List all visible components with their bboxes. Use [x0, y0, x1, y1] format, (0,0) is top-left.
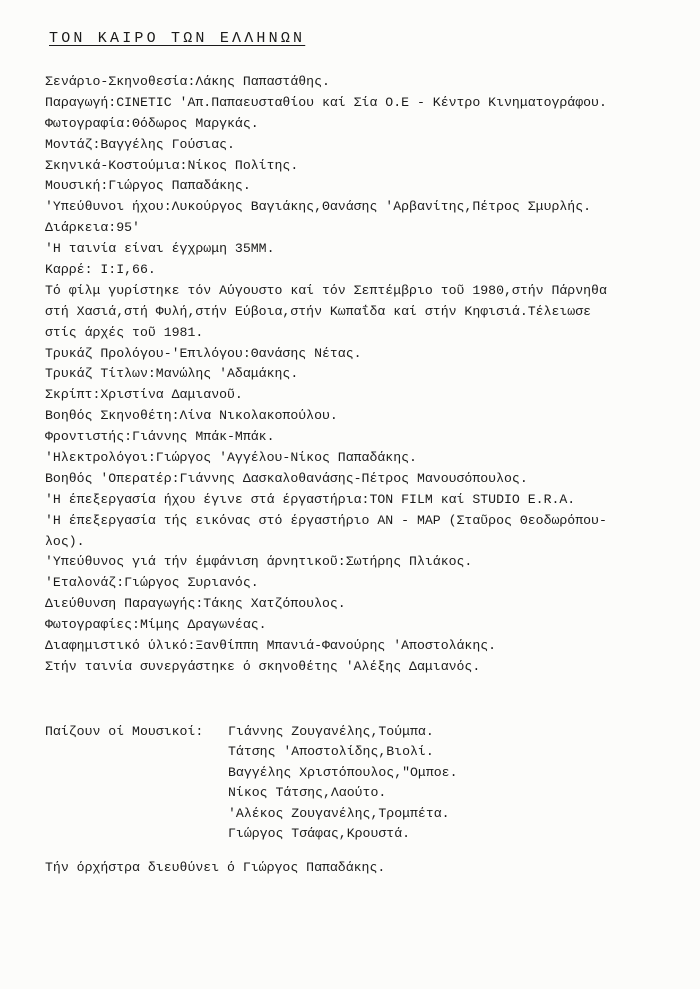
musician-row [45, 783, 685, 803]
credit-line: Σενάριο-Σκηνοθεσία:Λάκης Παπαστάθης. [45, 74, 330, 89]
musician-row [45, 763, 685, 783]
credit-line: Μοντάζ:Βαγγέλης Γούσιας. [45, 136, 235, 152]
credit-line: Τρυκάζ Τίτλων:Μανώλης 'Αδαμάκης. [45, 366, 299, 382]
musician-entry: Τάτσης 'Αποστολίδης,Βιολί. [228, 744, 434, 760]
credit-line: 'Εταλονάζ:Γιώργος Συριανός. [45, 575, 259, 591]
credit-line: 'Η ταινία είναι έγχρωμη 35ΜΜ. [45, 241, 275, 257]
closing-line: Τήν όρχήστρα διευθύνει ό Γιώργος Παπαδάκης. [45, 860, 386, 875]
credits-list [45, 72, 685, 678]
credit-line: Διαφημιστικό ύλικό:Ξανθίππη Μπανιά-Φανούρης 'Αποστολάκης. [45, 638, 497, 654]
credit-line: Σκρίπτ:Χριστίνα Δαμιανοῦ. [45, 387, 243, 403]
musician-entry: Γιώργος Τσάφας,Κρουστά. [228, 825, 411, 841]
musician-entry: 'Αλέκος Ζουγανέλης,Τρομπέτα. [228, 805, 450, 821]
credit-line: 'Υπεύθυνοι ήχου:Λυκούργος Βαγιάκης,Θανάσης 'Αρβανίτης,Πέτρος Σμυρλής. [45, 199, 592, 215]
credit-line: Βοηθός 'Οπερατέρ:Γιάννης Δασκαλοθανάσης-Πέτρος Μανουσόπουλος. [45, 470, 528, 486]
musician-row [45, 804, 685, 824]
credit-line: 'Η έπεξεργασία ήχου έγινε στά έργαστήρια:ΤΟΝ FILM καί STUDIO E.R.A. [45, 491, 576, 507]
credit-line: Φωτογραφίες:Μίμης Δραγωνέας. [45, 617, 267, 633]
credit-line: Διεύθυνση Παραγωγής:Τάκης Χατζόπουλος. [45, 596, 346, 612]
musician-row [45, 722, 685, 742]
musicians-section [45, 722, 685, 844]
musician-entry: Νίκος Τάτσης,Λαούτο. [228, 785, 387, 801]
credit-line: Φροντιστής:Γιάννης Μπάκ-Μπάκ. [45, 429, 275, 445]
credit-line: Διάρκεια:95' [45, 220, 140, 236]
credit-line: Τό φίλμ γυρίστηκε τόν Αύγουστο καί τόν Σεπτέμβριο τοῦ 1980,στήν Πάρνηθα [45, 282, 607, 298]
musician-row [45, 824, 685, 844]
credit-line: 'Υπεύθυνος γιά τήν έμφάνιση άρνητικοῦ:Σωτήρης Πλιάκος. [45, 554, 473, 570]
credit-line: Καρρέ: Ι:Ι,66. [45, 262, 156, 278]
credit-line: 'Η έπεξεργασία τής εικόνας στό έργαστήριο ΑΝ - ΜΑΡ (Σταῦρος Θεοδωρόπου- [45, 512, 607, 528]
credit-line: Βοηθός Σκηνοθέτη:Λίνα Νικολακοπούλου. [45, 408, 338, 424]
credit-line: Σκηνικά-Κοστούμια:Νίκος Πολίτης. [45, 157, 299, 173]
page-title: ΤΟΝ ΚΑΙΡΟ ΤΩΝ ΕΛΛΗΝΩΝ [49, 30, 306, 47]
musicians-label: Παίζουν οί Μουσικοί: [45, 724, 204, 739]
credit-line: Παραγωγή:CINETIC 'Απ.Παπαευσταθίου καί Σία Ο.Ε - Κέντρο Κινηματογράφου. [45, 94, 607, 110]
credit-line: Μουσική:Γιώργος Παπαδάκης. [45, 178, 251, 194]
credit-line: 'Ηλεκτρολόγοι:Γιώργος 'Αγγέλου-Νίκος Παπαδάκης. [45, 450, 417, 466]
credit-line: στή Χασιά,στή Φυλή,στήν Εύβοια,στήν Κωπαΐδα καί στήν Κηφισιά.Τέλειωσε [45, 303, 592, 319]
credit-line: Φωτογραφία:Θόδωρος Μαργκάς. [45, 115, 259, 131]
musician-entry: Βαγγέλης Χριστόπουλος,"Ομποε. [228, 764, 458, 780]
credit-line: στίς άρχές τοῦ 1981. [45, 324, 204, 340]
musician-entry: Γιάννης Ζουγανέλης,Τούμπα. [228, 724, 434, 739]
credit-line: Τρυκάζ Προλόγου-'Επιλόγου:Θανάσης Νέτας. [45, 345, 362, 361]
credit-line: Στήν ταινία συνεργάστηκε ό σκηνοθέτης 'Αλέξης Δαμιανός. [45, 658, 481, 674]
musician-row [45, 742, 685, 762]
credit-line: λος). [45, 533, 85, 549]
